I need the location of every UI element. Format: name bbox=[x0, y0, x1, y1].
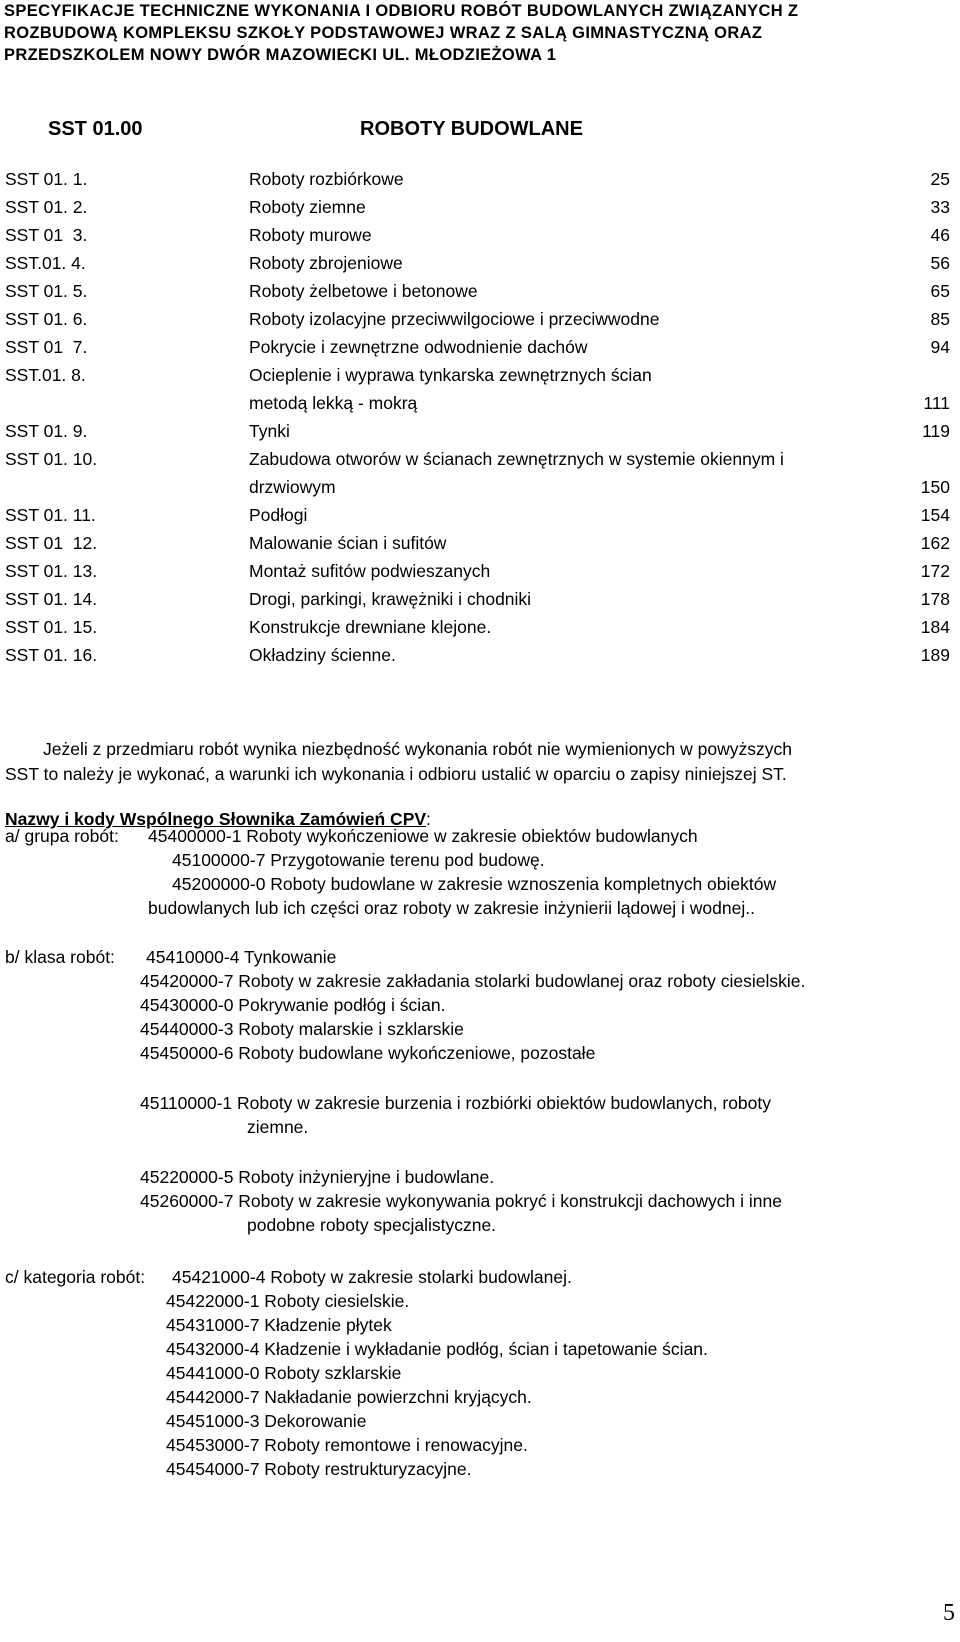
cpv-code-line: 45410000-4 Tynkowanie bbox=[146, 947, 337, 967]
toc-page: 184 bbox=[920, 617, 950, 637]
toc-page: 189 bbox=[920, 645, 950, 665]
section-code: SST 01.00 bbox=[48, 118, 143, 140]
toc-title: Tynki bbox=[249, 421, 290, 441]
cpv-code-line: 45431000-7 Kładzenie płytek bbox=[166, 1315, 392, 1335]
toc-code: SST 01. 13. bbox=[5, 561, 98, 581]
toc-page: 94 bbox=[930, 337, 950, 357]
toc-code: SST 01. 14. bbox=[5, 589, 98, 609]
toc-code: SST 01. 11. bbox=[5, 505, 96, 525]
cpv-code-line: budowlanych lub ich części oraz roboty w zakresie inżynierii lądowej i wodnej.. bbox=[148, 898, 755, 918]
toc-title: Roboty izolacyjne przeciwwilgociowe i przeciwwodne bbox=[249, 309, 660, 329]
toc-entry bbox=[5, 333, 950, 361]
cpv-code-line: 45450000-6 Roboty budowlane wykończeniowe, pozostałe bbox=[140, 1043, 596, 1063]
header-line: PRZEDSZKOLEM NOWY DWÓR MAZOWIECKI UL. MŁODZIEŻOWA 1 bbox=[4, 46, 557, 64]
cpv-code-line: 45110000-1 Roboty w zakresie burzenia i rozbiórki obiektów budowlanych, roboty bbox=[140, 1093, 771, 1113]
toc-page: 162 bbox=[920, 533, 950, 553]
toc-page: 154 bbox=[920, 505, 950, 525]
toc-code: SST 01. 10. bbox=[5, 449, 98, 469]
cpv-code-line: 45430000-0 Pokrywanie podłóg i ścian. bbox=[140, 995, 446, 1015]
cpv-code-line: 45451000-3 Dekorowanie bbox=[166, 1411, 367, 1431]
cpv-code-line: 45442000-7 Nakładanie powierzchni kryjących. bbox=[166, 1387, 532, 1407]
toc-page: 33 bbox=[930, 197, 950, 217]
toc-title: Roboty murowe bbox=[249, 225, 372, 245]
toc-entry bbox=[5, 585, 950, 613]
cpv-class-label: b/ klasa robót: bbox=[5, 947, 115, 967]
cpv-code-line: 45200000-0 Roboty budowlane w zakresie wznoszenia kompletnych obiektów bbox=[172, 874, 777, 894]
toc-title-continued: metodą lekką - mokrą bbox=[249, 393, 418, 413]
section-title: ROBOTY BUDOWLANE bbox=[360, 118, 583, 140]
toc-entry bbox=[5, 361, 950, 417]
toc-entry bbox=[5, 221, 950, 249]
document-header bbox=[4, 0, 954, 66]
cpv-code-line: podobne roboty specjalistyczne. bbox=[247, 1215, 497, 1235]
toc-code: SST 01. 2. bbox=[5, 197, 88, 217]
cpv-code-line: 45420000-7 Roboty w zakresie zakładania stolarki budowlanej oraz roboty ciesielskie. bbox=[140, 971, 806, 991]
toc-code: SST.01. 4. bbox=[5, 253, 86, 273]
toc-page: 172 bbox=[920, 561, 950, 581]
toc-code: SST 01. 6. bbox=[5, 309, 88, 329]
toc-title: Roboty ziemne bbox=[249, 197, 366, 217]
toc-page: 111 bbox=[923, 393, 950, 413]
cpv-code-line: 45421000-4 Roboty w zakresie stolarki budowlanej. bbox=[172, 1267, 572, 1287]
toc-title: Zabudowa otworów w ścianach zewnętrznych w systemie okiennym i bbox=[249, 449, 784, 469]
toc-title: Pokrycie i zewnętrzne odwodnienie dachów bbox=[249, 337, 588, 357]
toc-title: Roboty żelbetowe i betonowe bbox=[249, 281, 478, 301]
cpv-code-line: 45220000-5 Roboty inżynieryjne i budowlane. bbox=[140, 1167, 495, 1187]
toc-page: 25 bbox=[930, 169, 950, 189]
intro-line: Jeżeli z przedmiaru robót wynika niezbędność wykonania robót nie wymienionych w powyższych bbox=[43, 739, 792, 759]
cpv-code-line: 45440000-3 Roboty malarskie i szklarskie bbox=[140, 1019, 464, 1039]
toc-code: SST 01. 16. bbox=[5, 645, 98, 665]
cpv-code-line: ziemne. bbox=[247, 1117, 309, 1137]
cpv-code-line: 45454000-7 Roboty restrukturyzacyjne. bbox=[166, 1459, 472, 1479]
toc-entry bbox=[5, 249, 950, 277]
toc-title: Montaż sufitów podwieszanych bbox=[249, 561, 491, 581]
toc-entry bbox=[5, 445, 950, 501]
cpv-category-label: c/ kategoria robót: bbox=[5, 1267, 146, 1287]
cpv-group-label: a/ grupa robót: bbox=[5, 826, 119, 846]
toc-title: Konstrukcje drewniane klejone. bbox=[249, 617, 492, 637]
toc-code: SST 01. 9. bbox=[5, 421, 88, 441]
page-number: 5 bbox=[943, 1600, 955, 1626]
header-line: SPECYFIKACJE TECHNICZNE WYKONANIA I ODBIORU ROBÓT BUDOWLANYCH ZWIĄZANYCH Z bbox=[4, 2, 799, 20]
toc-entry bbox=[5, 529, 950, 557]
toc-code: SST.01. 8. bbox=[5, 365, 86, 385]
toc-entry bbox=[5, 501, 950, 529]
toc-entry bbox=[5, 641, 950, 669]
cpv-code-line: 45441000-0 Roboty szklarskie bbox=[166, 1363, 402, 1383]
toc-entry bbox=[5, 613, 950, 641]
toc-entry bbox=[5, 305, 950, 333]
toc-page: 85 bbox=[930, 309, 950, 329]
toc-title: Roboty rozbiórkowe bbox=[249, 169, 404, 189]
cpv-code-line: 45422000-1 Roboty ciesielskie. bbox=[166, 1291, 410, 1311]
toc-code: SST 01 3. bbox=[5, 225, 88, 245]
toc-entry bbox=[5, 277, 950, 305]
toc-code: SST 01. 5. bbox=[5, 281, 88, 301]
toc-title: Okładziny ścienne. bbox=[249, 645, 396, 665]
toc-title: Drogi, parkingi, krawężniki i chodniki bbox=[249, 589, 532, 609]
cpv-heading-colon: : bbox=[426, 809, 431, 829]
toc-title: Podłogi bbox=[249, 505, 308, 525]
toc-title: Malowanie ścian i sufitów bbox=[249, 533, 447, 553]
cpv-code-line: 45432000-4 Kładzenie i wykładanie podłóg, ścian i tapetowanie ścian. bbox=[166, 1339, 708, 1359]
toc-entry bbox=[5, 557, 950, 585]
intro-line: SST to należy je wykonać, a warunki ich wykonania i odbioru ustalić w oparciu o zapisy niniejszej ST. bbox=[5, 764, 787, 784]
header-line: ROZBUDOWĄ KOMPLEKSU SZKOŁY PODSTAWOWEJ WRAZ Z SALĄ GIMNASTYCZNĄ ORAZ bbox=[4, 24, 763, 42]
toc-page: 56 bbox=[930, 253, 950, 273]
toc-title: Roboty zbrojeniowe bbox=[249, 253, 403, 273]
intro-paragraph bbox=[5, 737, 950, 787]
toc-page: 119 bbox=[922, 421, 950, 441]
cpv-code-line: 45260000-7 Roboty w zakresie wykonywania pokryć i konstrukcji dachowych i inne bbox=[140, 1191, 782, 1211]
toc-title: Ocieplenie i wyprawa tynkarska zewnętrznych ścian bbox=[249, 365, 652, 385]
toc-page: 178 bbox=[920, 589, 950, 609]
table-of-contents bbox=[5, 165, 950, 669]
toc-entry bbox=[5, 165, 950, 193]
cpv-code-line: 45100000-7 Przygotowanie terenu pod budowę. bbox=[172, 850, 545, 870]
toc-code: SST 01 7. bbox=[5, 337, 88, 357]
toc-code: SST 01. 1. bbox=[5, 169, 88, 189]
toc-page: 46 bbox=[930, 225, 950, 245]
toc-page: 150 bbox=[920, 477, 950, 497]
toc-code: SST 01. 15. bbox=[5, 617, 98, 637]
cpv-heading-text: Nazwy i kody Wspólnego Słownika Zamówień CPV bbox=[5, 809, 427, 829]
toc-page: 65 bbox=[930, 281, 950, 301]
toc-code: SST 01 12. bbox=[5, 533, 98, 553]
toc-entry bbox=[5, 193, 950, 221]
toc-entry bbox=[5, 417, 950, 445]
toc-title-continued: drzwiowym bbox=[249, 477, 336, 497]
cpv-code-line: 45400000-1 Roboty wykończeniowe w zakresie obiektów budowlanych bbox=[148, 826, 698, 846]
cpv-code-line: 45453000-7 Roboty remontowe i renowacyjne. bbox=[166, 1435, 528, 1455]
